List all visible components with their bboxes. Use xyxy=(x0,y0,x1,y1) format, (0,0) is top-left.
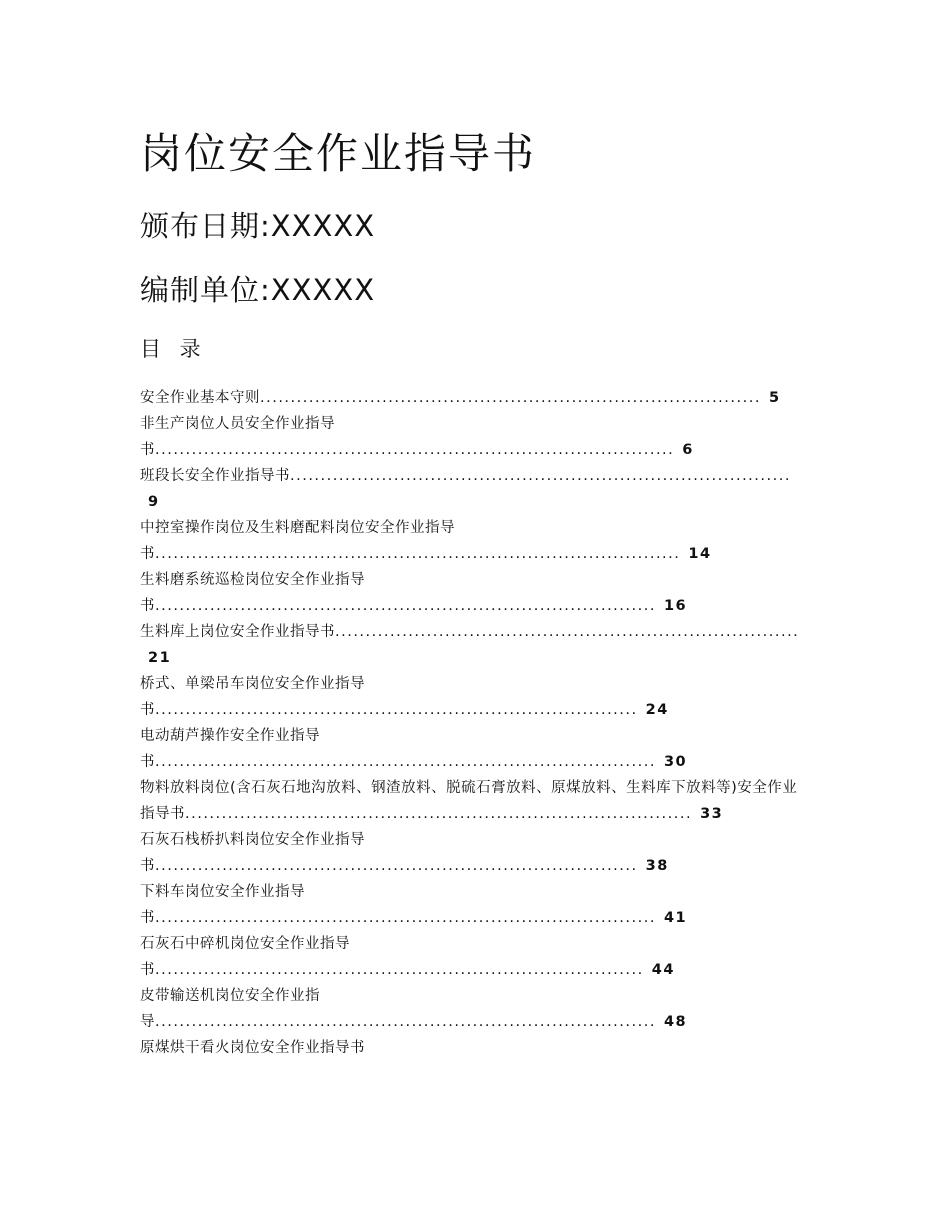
toc-entry[interactable] xyxy=(140,879,808,931)
toc-page-number: 21 xyxy=(148,650,172,666)
toc-entry[interactable] xyxy=(140,827,808,879)
toc-entry[interactable] xyxy=(140,723,808,775)
toc-entry-title: 电动葫芦操作安全作业指导书 xyxy=(140,728,320,770)
toc-dot-leader: .................................................................................. xyxy=(260,390,761,406)
toc-entry[interactable] xyxy=(140,619,808,671)
toc-dot-leader: ............................................................................... xyxy=(155,858,638,874)
toc-page-number: 41 xyxy=(663,910,688,926)
toc-page-number: 30 xyxy=(663,754,688,770)
toc-entry[interactable] xyxy=(140,775,808,827)
toc-dot-leader: ................................................................................ xyxy=(155,962,644,978)
toc-page-number: 16 xyxy=(663,598,688,614)
toc-dot-leader: ...................................................................................... xyxy=(155,546,681,562)
toc-entry[interactable] xyxy=(140,671,808,723)
toc-entry-title: 非生产岗位人员安全作业指导书 xyxy=(140,416,335,458)
toc-entry[interactable] xyxy=(140,411,808,463)
toc-entry-title: 皮带输送机岗位安全作业指导 xyxy=(140,988,320,1030)
toc-page-number: 38 xyxy=(645,858,669,874)
toc-page-number: 6 xyxy=(682,442,694,458)
toc-page-number: 24 xyxy=(645,702,669,718)
toc-entry[interactable] xyxy=(140,567,808,619)
toc-page-number: 5 xyxy=(768,390,781,406)
toc-entry-title: 生料库上岗位安全作业指导书 xyxy=(140,624,335,640)
issue-date: 颁布日期:XXXXX xyxy=(140,209,376,243)
toc-entry-title: 中控室操作岗位及生料磨配料岗位安全作业指导书 xyxy=(140,520,455,562)
compiling-unit: 编制单位:XXXXX xyxy=(140,273,376,307)
toc-entry-title: 桥式、单梁吊车岗位安全作业指导书 xyxy=(140,676,365,718)
toc-dot-leader: .................................................................................. xyxy=(290,468,791,484)
toc-entry[interactable] xyxy=(140,463,808,515)
toc-entry-title: 石灰石中碎机岗位安全作业指导书 xyxy=(140,936,350,978)
toc-entry[interactable] xyxy=(140,1035,808,1061)
toc-entry-title: 生料磨系统巡检岗位安全作业指导书 xyxy=(140,572,365,614)
toc-dot-leader: ..................................................................................... xyxy=(155,442,675,458)
toc-entry-title: 下料车岗位安全作业指导书 xyxy=(140,884,305,926)
toc-dot-leader: ............................................................................... xyxy=(155,702,638,718)
toc-page-number: 44 xyxy=(651,962,675,978)
toc-page-number: 33 xyxy=(700,806,724,822)
toc-dot-leader: .................................................................................. xyxy=(155,598,656,614)
toc-dot-leader: .................................................................................. xyxy=(155,910,656,926)
toc-page-number: 14 xyxy=(688,546,712,562)
toc-dot-leader: .................................................................................. xyxy=(155,754,656,770)
toc-entry[interactable] xyxy=(140,385,808,411)
toc-entry[interactable] xyxy=(140,931,808,983)
toc-dot-leader: .................................................................................. xyxy=(155,1014,656,1030)
table-of-contents xyxy=(140,385,808,1061)
toc-page-number: 9 xyxy=(148,494,160,510)
toc-entry-title: 原煤烘干看火岗位安全作业指导书 xyxy=(140,1040,365,1056)
toc-dot-leader: ............................................................................ xyxy=(335,624,800,640)
toc-entry[interactable] xyxy=(140,983,808,1035)
toc-entry[interactable] xyxy=(140,515,808,567)
document-title: 岗位安全作业指导书 xyxy=(140,129,537,178)
toc-entry-title: 班段长安全作业指导书 xyxy=(140,468,290,484)
toc-heading: 目 录 xyxy=(140,337,207,361)
toc-entry-title: 石灰石栈桥扒料岗位安全作业指导书 xyxy=(140,832,365,874)
toc-entry-title: 安全作业基本守则 xyxy=(140,390,260,406)
toc-page-number: 48 xyxy=(663,1014,688,1030)
toc-dot-leader: ................................................................................... xyxy=(185,806,693,822)
toc-entry-title: 物料放料岗位(含石灰石地沟放料、钢渣放料、脱硫石膏放料、原煤放料、生料库下放料等)安全作业指导书 xyxy=(140,780,798,822)
